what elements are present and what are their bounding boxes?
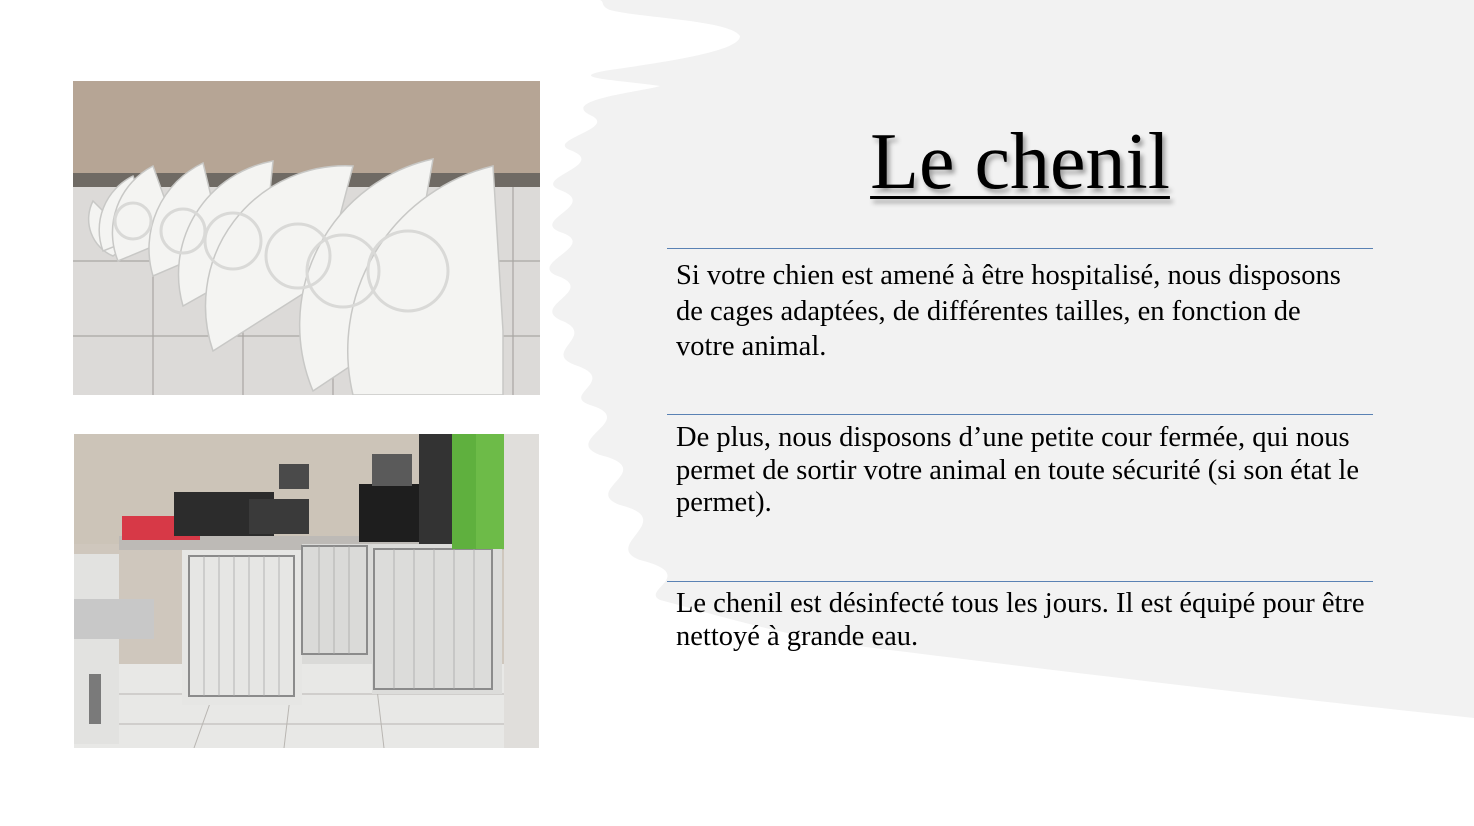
slide-title: Le chenil [870, 118, 1170, 206]
collars-photo [73, 81, 540, 395]
separator-line-1 [667, 248, 1373, 249]
paragraph-desinfection: Le chenil est désinfecté tous les jours. Il est équipé pour être nettoyé à grande eau. [676, 588, 1365, 652]
separator-line-2 [667, 414, 1373, 415]
paragraph-cour-fermee: De plus, nous disposons d’une petite cour fermée, qui nous permet de sortir votre animal en toute sécurité (si son état le permet). [676, 422, 1359, 518]
separator-line-3 [667, 581, 1373, 582]
kennel-cages-photo [74, 434, 539, 748]
paragraph-hospitalisation: Si votre chien est amené à être hospitalisé, nous disposons de cages adaptées, de différentes tailles, en fonction de votre animal. [676, 260, 1341, 362]
